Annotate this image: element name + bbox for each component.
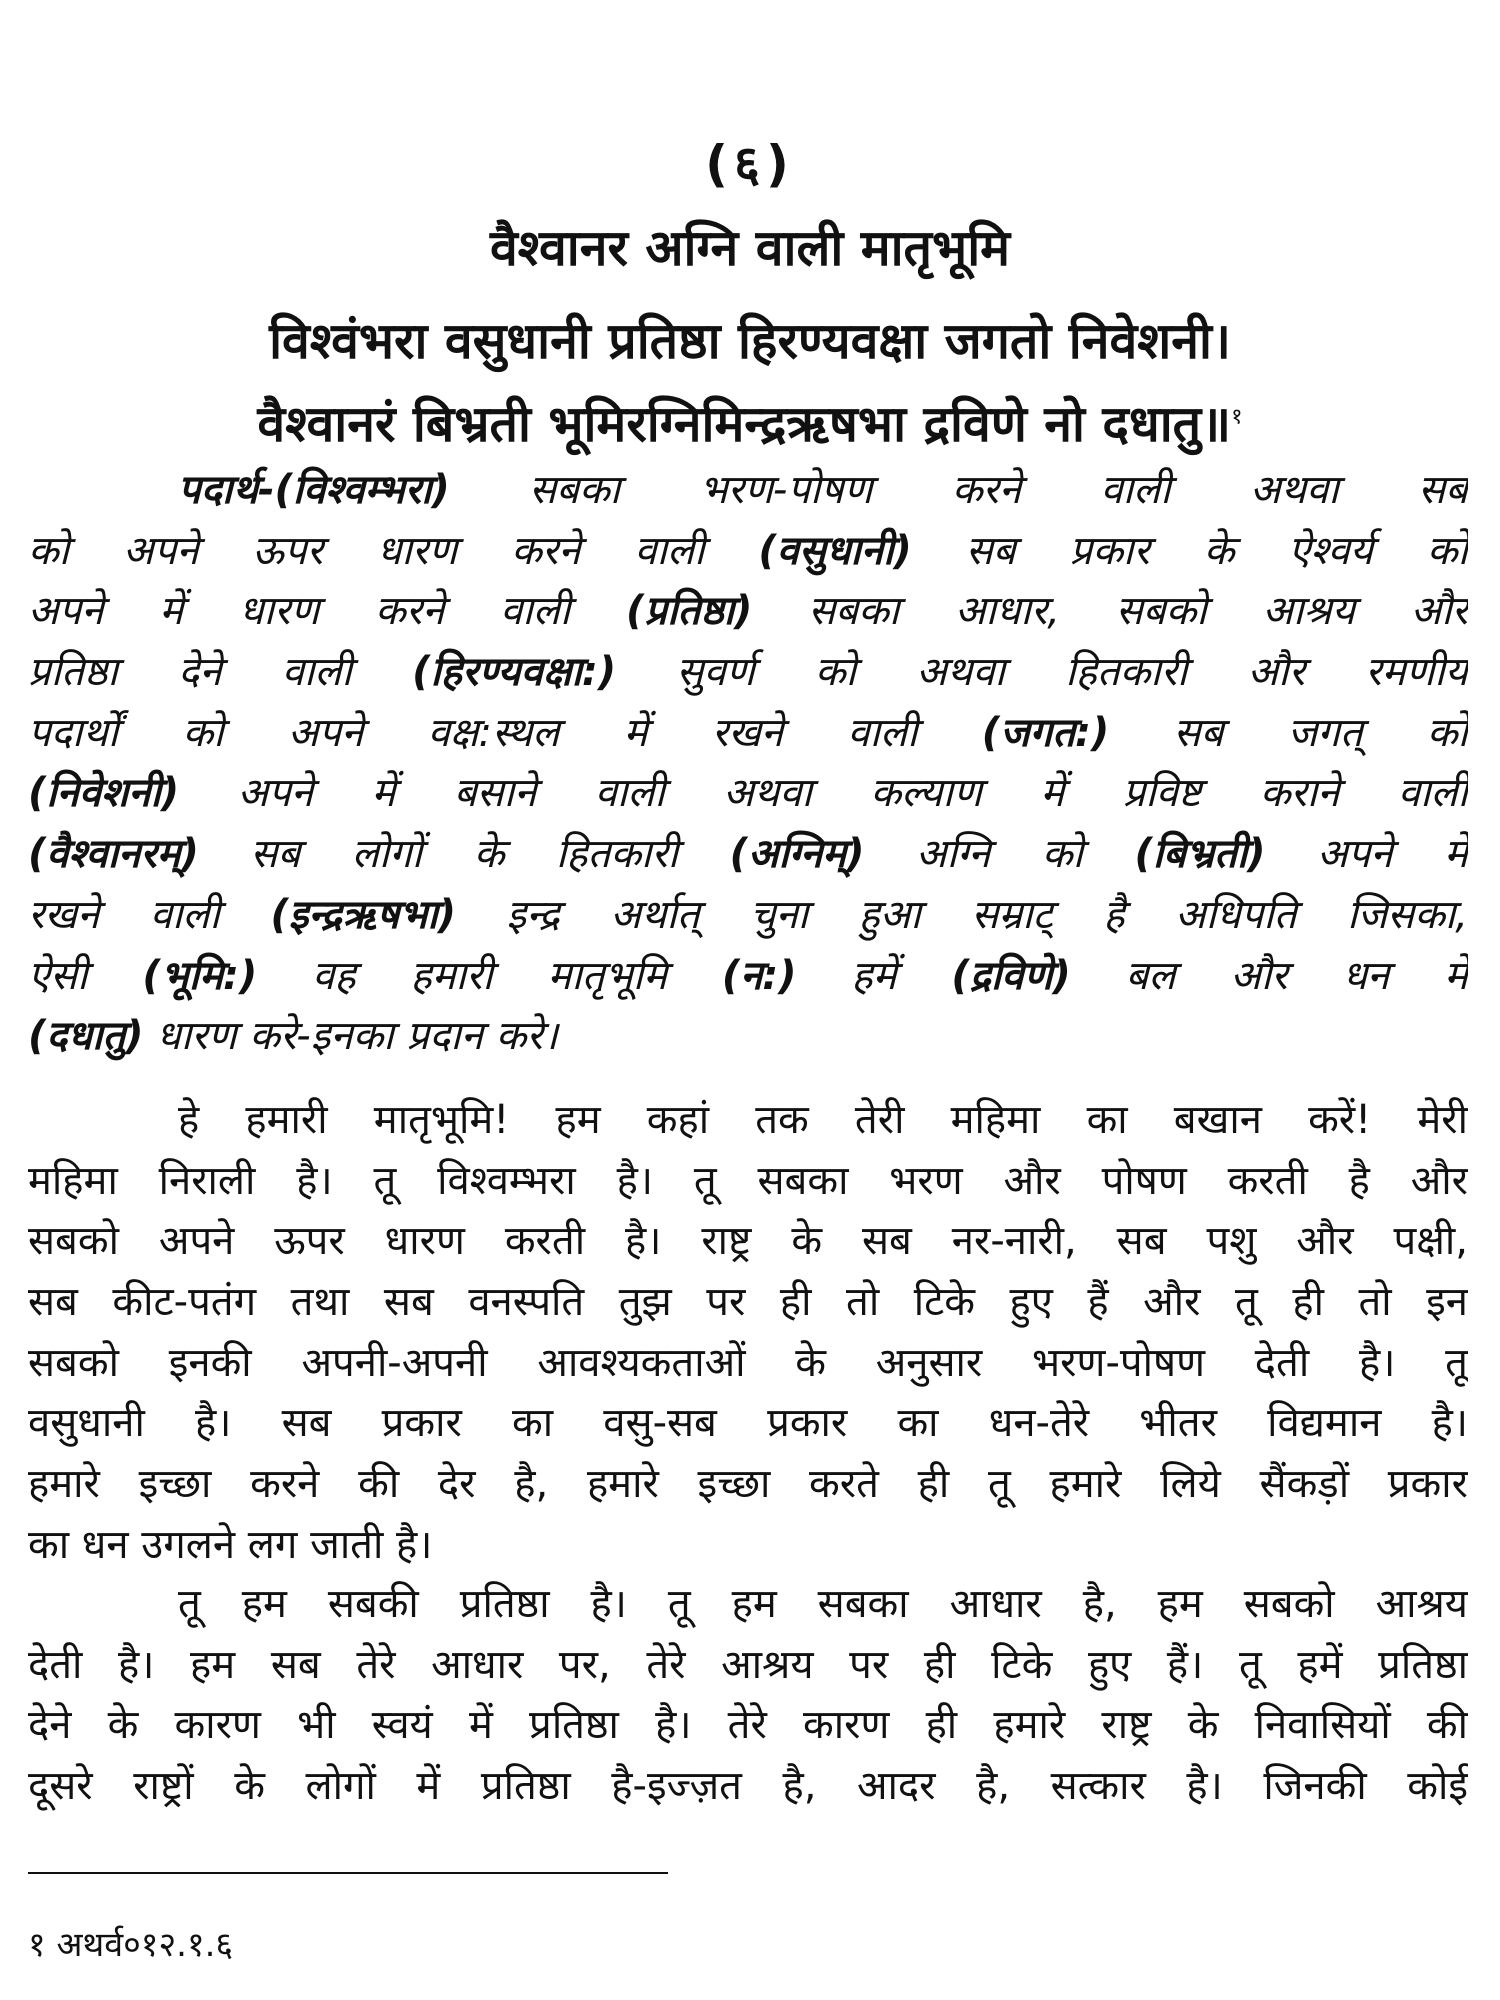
text-line: (वैश्वानरम्) सब लोगों के हितकारी (अग्निम्) अग्नि को (बिभ्रती) अपने में [28,831,1468,878]
verse-footnote-marker: १ [1231,404,1243,430]
text-line: पदार्थों को अपने वक्ष:स्थल में रखने वाली (जगत:) सब जगत् को [28,709,1468,756]
text-line: महिमा निराली है। तू विश्वम्भरा है। तू सबका भरण और पोषण करती है और [28,1157,1468,1204]
text-line: प्रतिष्ठा देने वाली (हिरण्यवक्षा:) सुवर्ण को अथवा हितकारी और रमणीय [28,649,1468,696]
text-line: अपने में धारण करने वाली (प्रतिष्ठा) सबका आधार, सबको आश्रय और [28,588,1468,635]
commentary-paragraph-1 [28,1090,1468,1576]
text-line: (निवेशनी) अपने में बसाने वाली अथवा कल्याण में प्रविष्ट कराने वाली [28,770,1468,817]
text-line: सबको अपने ऊपर धारण करती है। राष्ट्र के सब नर-नारी, सब पशु और पक्षी, [28,1218,1468,1265]
text-line: हमारे इच्छा करने की देर है, हमारे इच्छा करते ही तू हमारे लिये सैंकड़ों प्रकार [28,1461,1468,1508]
word-meaning-paragraph [28,460,1468,1067]
text-line: देती है। हम सब तेरे आधार पर, तेरे आश्रय पर ही टिके हुए हैं। तू हमें प्रतिष्ठा [28,1641,1468,1688]
text-line: का धन उगलने लग जाती है। [28,1521,433,1568]
commentary-paragraph-2 [28,1574,1468,1817]
text-line: सबको इनकी अपनी-अपनी आवश्यकताओं के अनुसार भरण-पोषण देती है। तू [28,1339,1468,1386]
text-line: ऐसी (भूमि:) वह हमारी मातृभूमि (न:) हमें (द्रविणे) बल और धन में [28,952,1468,999]
text-line: देने के कारण भी स्वयं में प्रतिष्ठा है। तेरे कारण ही हमारे राष्ट्र के निवासियों की [28,1702,1468,1749]
text-line: पदार्थ-(विश्वम्भरा) सबका भरण-पोषण करने वाली अथवा सब [178,467,1468,513]
verse-line-1: विश्वंभरा वसुधानी प्रतिष्ठा हिरण्यवक्षा जगतो निवेशनी। [269,312,1231,370]
text-line: हे हमारी मातृभूमि! हम कहां तक तेरी महिमा का बखान करें! मेरी [178,1097,1468,1143]
text-line: दूसरे राष्ट्रों के लोगों में प्रतिष्ठा है-इज्ज़त है, आदर है, सत्कार है। जिनकी कोई [28,1763,1468,1810]
text-line: को अपने ऊपर धारण करने वाली (वसुधानी) सब प्रकार के ऐश्वर्य को [28,527,1468,574]
text-line: रखने वाली (इन्द्रऋषभा) इन्द्र अर्थात् चुना हुआ सम्राट् है अधिपति जिसका, [28,891,1468,938]
verse-line-2: वैश्वानरं बिभ्रती भूमिरग्निमिन्द्रऋषभा द्रविणे नो दधातु॥$^१$ [257,395,1243,453]
text-line: वसुधानी है। सब प्रकार का वसु-सब प्रकार का धन-तेरे भीतर विद्यमान है। [28,1400,1468,1447]
footnote: १ अथर्व०१२.१.६ [28,1925,234,1965]
text-line: तू हम सबकी प्रतिष्ठा है। तू हम सबका आधार है, हम सबको आश्रय [178,1581,1468,1627]
chapter-title: वैश्वानर अग्नि वाली मातृभूमि [489,219,1011,277]
footnote-divider [28,1872,668,1874]
chapter-number: (६) [705,135,795,193]
text-line: सब कीट-पतंग तथा सब वनस्पति तुझ पर ही तो टिके हुए हैं और तू ही तो इन [28,1279,1468,1326]
text-line: (दधातु) धारण करे-इनका प्रदान करे। [28,1013,558,1060]
